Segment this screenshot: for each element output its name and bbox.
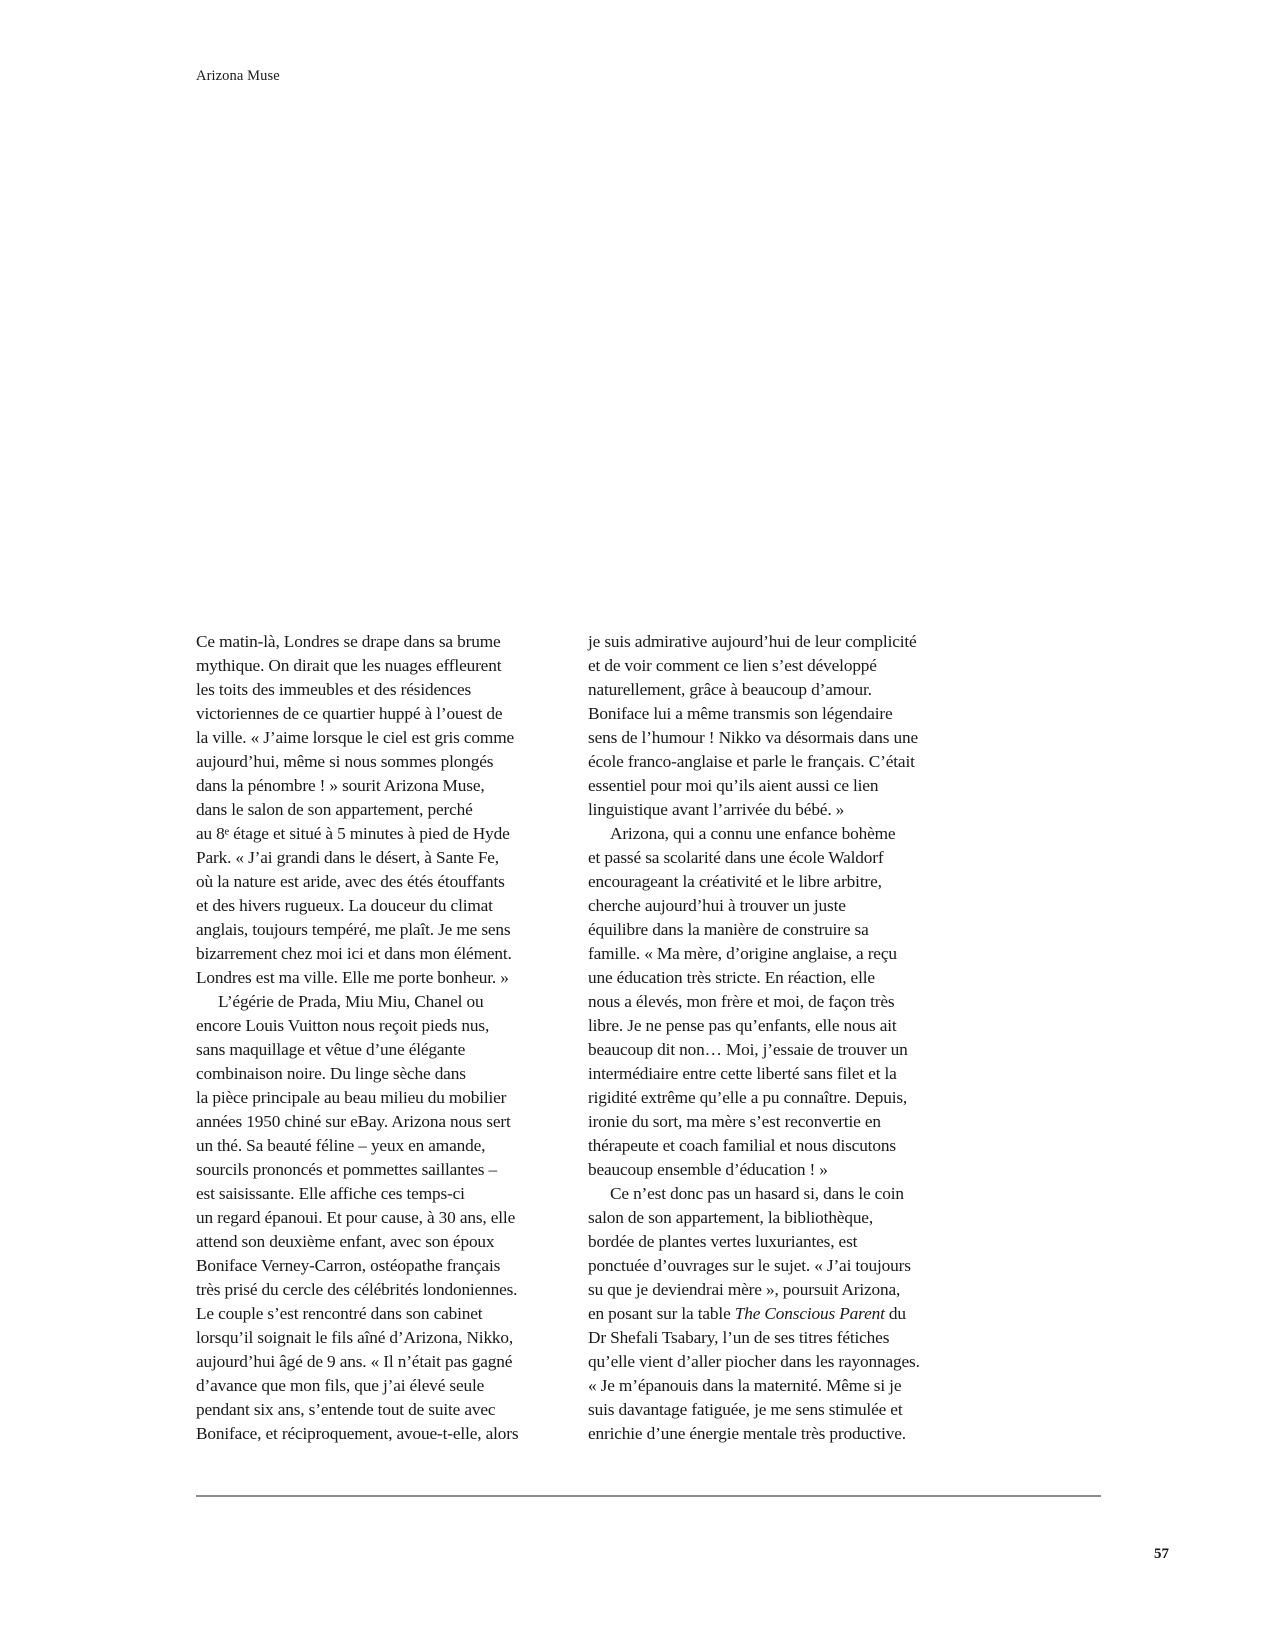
text-line: su que je deviendrai mère », poursuit Arizona,	[588, 1280, 901, 1299]
text-line: essentiel pour moi qu’ils aient aussi ce lien	[588, 776, 879, 795]
text-line: lorsqu’il soignait le fils aîné d’Arizona, Nikko,	[196, 1328, 514, 1347]
text-line: mythique. On dirait que les nuages effleurent	[196, 656, 502, 675]
text-line: thérapeute et coach familial et nous discutons	[588, 1136, 896, 1155]
text-line: anglais, toujours tempéré, me plaît. Je me sens	[196, 920, 511, 939]
text-line: équilibre dans la manière de construire sa	[588, 920, 869, 939]
text-line: pendant six ans, s’entende tout de suite avec	[196, 1400, 496, 1419]
text-line: Arizona, qui a connu une enfance bohème	[610, 824, 896, 843]
text-line: Boniface, et réciproquement, avoue-t-elle, alors	[196, 1424, 519, 1443]
text-line: sens de l’humour ! Nikko va désormais dans une	[588, 728, 919, 747]
text-line: une éducation très stricte. En réaction, elle	[588, 968, 875, 987]
text-line: famille. « Ma mère, d’origine anglaise, a reçu	[588, 944, 897, 963]
text-line: Le couple s’est rencontré dans son cabinet	[196, 1304, 483, 1323]
text-line: d’avance que mon fils, que j’ai élevé seule	[196, 1376, 485, 1395]
text-line: un thé. Sa beauté féline – yeux en amande,	[196, 1136, 486, 1155]
page-number: 57	[1154, 1546, 1169, 1562]
text-line: aujourd’hui, même si nous sommes plongés	[196, 752, 494, 771]
text-line: Park. « J’ai grandi dans le désert, à Sante Fe,	[196, 848, 499, 867]
text-line: années 1950 chiné sur eBay. Arizona nous sert	[196, 1112, 511, 1131]
text-line: très prisé du cercle des célébrités londoniennes.	[196, 1280, 518, 1299]
text-line: linguistique avant l’arrivée du bébé. »	[588, 800, 845, 819]
text-line: « Je m’épanouis dans la maternité. Même si je	[588, 1376, 902, 1395]
text-line: Ce n’est donc pas un hasard si, dans le coin	[610, 1184, 904, 1203]
article-column-left	[196, 630, 568, 1446]
text-line: Dr Shefali Tsabary, l’un de ses titres fétiches	[588, 1328, 890, 1347]
text-line: dans le salon de son appartement, perché	[196, 800, 473, 819]
text-line: Boniface Verney-Carron, ostéopathe français	[196, 1256, 501, 1275]
text-line: sans maquillage et vêtue d’une élégante	[196, 1040, 466, 1059]
running-title: Arizona Muse	[196, 68, 280, 84]
text-line: combinaison noire. Du linge sèche dans	[196, 1064, 466, 1083]
text-line: cherche aujourd’hui à trouver un juste	[588, 896, 846, 915]
text-line: enrichie d’une énergie mentale très productive.	[588, 1424, 906, 1443]
text-line: salon de son appartement, la bibliothèque,	[588, 1208, 874, 1227]
text-line: ironie du sort, ma mère s’est reconvertie en	[588, 1112, 881, 1131]
text-line: qu’elle vient d’aller piocher dans les rayonnages.	[588, 1352, 920, 1371]
text-line: où la nature est aride, avec des étés étouffants	[196, 872, 505, 891]
text-line: en posant sur la table The Conscious Parent du	[588, 1304, 906, 1323]
text-line: école franco-anglaise et parle le français. C’était	[588, 752, 915, 771]
text-line: beaucoup dit non… Moi, j’essaie de trouver un	[588, 1040, 908, 1059]
text-line: et passé sa scolarité dans une école Waldorf	[588, 848, 884, 867]
text-line: dans la pénombre ! » sourit Arizona Muse,	[196, 776, 485, 795]
text-line: au 8ᵉ étage et situé à 5 minutes à pied de Hyde	[196, 824, 510, 843]
text-line: la pièce principale au beau milieu du mobilier	[196, 1088, 507, 1107]
text-line: bordée de plantes vertes luxuriantes, est	[588, 1232, 858, 1251]
text-line: Ce matin-là, Londres se drape dans sa brume	[196, 632, 501, 651]
text-line: encore Louis Vuitton nous reçoit pieds nus,	[196, 1016, 490, 1035]
article-column-right	[588, 630, 960, 1446]
text-line: Boniface lui a même transmis son légendaire	[588, 704, 893, 723]
text-line: suis davantage fatiguée, je me sens stimulée et	[588, 1400, 903, 1419]
text-line: et de voir comment ce lien s’est développé	[588, 656, 877, 675]
text-line: je suis admirative aujourd’hui de leur complicité	[588, 632, 917, 651]
text-line: et des hivers rugueux. La douceur du climat	[196, 896, 493, 915]
text-line: naturellement, grâce à beaucoup d’amour.	[588, 680, 872, 699]
text-line: un regard épanoui. Et pour cause, à 30 ans, elle	[196, 1208, 516, 1227]
text-line: rigidité extrême qu’elle a pu connaître. Depuis,	[588, 1088, 908, 1107]
text-line: la ville. « J’aime lorsque le ciel est gris comme	[196, 728, 515, 747]
text-line: beaucoup ensemble d’éducation ! »	[588, 1160, 828, 1179]
text-line: victoriennes de ce quartier huppé à l’ouest de	[196, 704, 503, 723]
book-title: The Conscious Parent	[734, 1304, 885, 1323]
text-line: libre. Je ne pense pas qu’enfants, elle nous ait	[588, 1016, 897, 1035]
text-line: ponctuée d’ouvrages sur le sujet. « J’ai toujours	[588, 1256, 911, 1275]
text-line: les toits des immeubles et des résidences	[196, 680, 472, 699]
text-line: Londres est ma ville. Elle me porte bonheur. »	[196, 968, 509, 987]
text-line: aujourd’hui âgé de 9 ans. « Il n’était pas gagné	[196, 1352, 513, 1371]
text-line: est saisissante. Elle affiche ces temps-ci	[196, 1184, 465, 1203]
text-line: bizarrement chez moi ici et dans mon élément.	[196, 944, 512, 963]
text-line: L’égérie de Prada, Miu Miu, Chanel ou	[218, 992, 484, 1011]
text-line: intermédiaire entre cette liberté sans filet et la	[588, 1064, 897, 1083]
text-line: sourcils prononcés et pommettes saillantes –	[196, 1160, 498, 1179]
text-line: encourageant la créativité et le libre arbitre,	[588, 872, 882, 891]
text-line: nous a élevés, mon frère et moi, de façon très	[588, 992, 895, 1011]
footer-rule	[196, 1495, 1101, 1497]
text-line: attend son deuxième enfant, avec son époux	[196, 1232, 495, 1251]
